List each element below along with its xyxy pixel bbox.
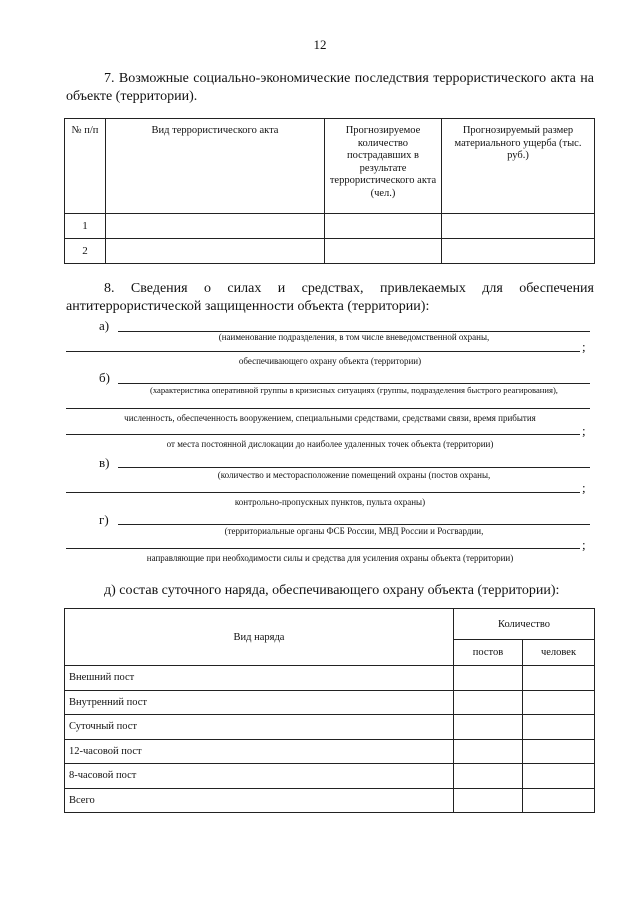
cell-input[interactable] — [106, 214, 325, 239]
item-g-semicolon: ; — [582, 537, 586, 552]
col-act-type-header: Вид террористического акта — [106, 119, 325, 214]
cell-input[interactable] — [325, 239, 442, 264]
row-label: Всего — [65, 788, 454, 813]
table-header-row — [65, 609, 595, 640]
item-b-caption-3: от места постоянной дислокации до наиболее удаленных точек объекта (территории) — [166, 439, 494, 449]
row-label: Внешний пост — [65, 666, 454, 691]
item-a-letter: а) — [99, 318, 110, 333]
table-row — [65, 764, 595, 789]
item-v-letter: в) — [99, 455, 110, 470]
table-row — [65, 788, 595, 813]
item-g-caption-1: (территориальные органы ФСБ России, МВД России и Росгвардии, — [224, 526, 484, 536]
cell-input[interactable] — [454, 715, 523, 740]
row-number: 1 — [65, 214, 106, 239]
cell-input[interactable] — [523, 739, 595, 764]
duty-shift-table — [64, 608, 595, 813]
consequences-table — [64, 118, 595, 264]
col-damage-header: Прогнозируемый размер материального ущерба (тыс. руб.) — [442, 119, 595, 214]
item-g-line-1[interactable] — [118, 524, 590, 525]
item-v-caption-2: контрольно-пропускных пунктов, пульта охраны) — [234, 497, 426, 507]
item-b-caption-2: численность, обеспеченность вооружением, специальными средствами, средствами связи, время прибытия — [124, 413, 536, 423]
item-b-semicolon: ; — [582, 423, 586, 438]
col-number-header: № п/п — [65, 119, 106, 214]
item-v-semicolon: ; — [582, 480, 586, 495]
item-a-semicolon: ; — [582, 339, 586, 354]
cell-input[interactable] — [442, 214, 595, 239]
cell-input[interactable] — [106, 239, 325, 264]
row-number: 2 — [65, 239, 106, 264]
table-row — [65, 715, 595, 740]
cell-input[interactable] — [523, 788, 595, 813]
col-quantity-header: Количество — [454, 609, 595, 640]
item-a-line-2[interactable] — [66, 351, 580, 352]
item-g-caption-2: направляющие при необходимости силы и средства для усиления охраны объекта (территории) — [146, 553, 514, 563]
table-row — [65, 666, 595, 691]
cell-input[interactable] — [454, 690, 523, 715]
cell-input[interactable] — [454, 739, 523, 764]
col-victims-header: Прогнозируемое количество пострадавших в результате террористического акта (чел.) — [325, 119, 442, 214]
row-label: Внутренний пост — [65, 690, 454, 715]
section-8-heading-line1: 8. Сведения о силах и средствах, привлекаемых для обеспечения — [104, 281, 594, 296]
table-row — [65, 239, 595, 264]
row-label: 12-часовой пост — [65, 739, 454, 764]
cell-input[interactable] — [523, 764, 595, 789]
item-b-line-2[interactable] — [66, 408, 590, 409]
table-row — [65, 690, 595, 715]
item-a-caption-2: обеспечивающего охрану объекта (территории) — [238, 356, 422, 366]
item-b-caption-1: (характеристика оперативной группы в кризисных ситуациях (группы, подразделения быстрого реагирования), — [150, 385, 558, 395]
cell-input[interactable] — [523, 690, 595, 715]
item-g-letter: г) — [99, 512, 109, 527]
cell-input[interactable] — [442, 239, 595, 264]
item-a-caption-1: (наименование подразделения, в том числе вневедомственной охраны, — [218, 332, 490, 342]
item-v-line-2[interactable] — [66, 492, 580, 493]
cell-input[interactable] — [454, 666, 523, 691]
item-v-caption-1: (количество и месторасположение помещений охраны (постов охраны, — [217, 470, 491, 480]
item-b-line-3[interactable] — [66, 434, 580, 435]
col-posts-header: постов — [454, 640, 523, 666]
item-d-title: д) состав суточного наряда, обеспечивающего охрану объекта (территории): — [104, 583, 560, 598]
table-row — [65, 214, 595, 239]
item-v-line-1[interactable] — [118, 467, 590, 468]
section-8-heading-line2: антитеррористической защищенности объекта (территории): — [66, 299, 430, 314]
table-header-row — [65, 119, 595, 214]
cell-input[interactable] — [523, 715, 595, 740]
col-shift-type-header: Вид наряда — [65, 609, 454, 666]
cell-input[interactable] — [325, 214, 442, 239]
cell-input[interactable] — [523, 666, 595, 691]
col-people-header: человек — [523, 640, 595, 666]
section-7-heading: 7. Возможные социально-экономические последствия террористического акта на объекте (территории). — [66, 71, 594, 104]
cell-input[interactable] — [454, 764, 523, 789]
item-b-letter: б) — [99, 370, 110, 385]
item-b-line-1[interactable] — [118, 383, 590, 384]
item-g-line-2[interactable] — [66, 548, 580, 549]
cell-input[interactable] — [454, 788, 523, 813]
row-label: 8-часовой пост — [65, 764, 454, 789]
section-8-heading — [66, 280, 594, 316]
page-number: 12 — [313, 37, 327, 52]
row-label: Суточный пост — [65, 715, 454, 740]
table-row — [65, 739, 595, 764]
